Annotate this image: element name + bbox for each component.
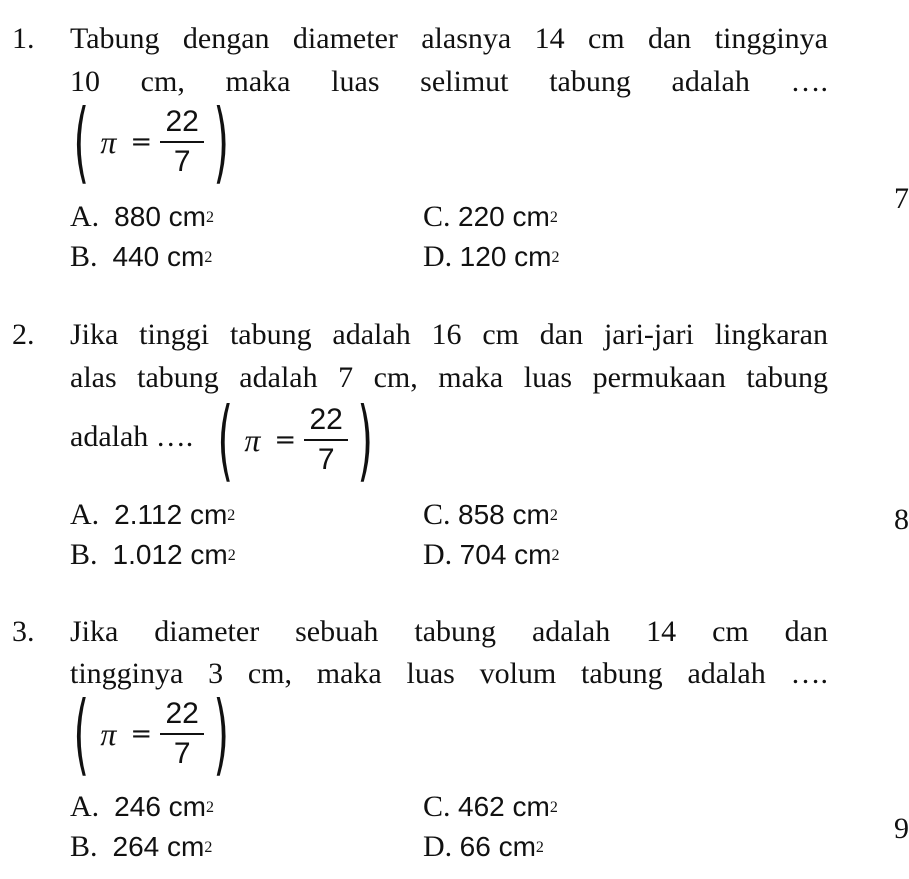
question-1-number: 1. xyxy=(12,22,35,55)
question-2-option-d: D. 704 $cm^2$ xyxy=(423,538,560,571)
question-1-option-b: B. 440 $cm^2$ xyxy=(70,240,213,273)
right-paren: ) xyxy=(213,682,230,785)
question-2-line-1: Jika tinggi tabung adalah 16 cm dan jari-jari lingkaran xyxy=(70,318,828,351)
question-3-line-1: Jika diameter sebuah tabung adalah 14 cm dan xyxy=(70,615,828,648)
left-paren: ( xyxy=(73,90,89,193)
question-3-number: 3. xyxy=(12,615,35,648)
question-3-pi-formula xyxy=(64,682,239,785)
numerator: 22 xyxy=(165,697,199,730)
question-1-option-d: D. 120 $cm^2$ xyxy=(423,240,560,273)
pi-symbol: π xyxy=(100,715,117,752)
left-paren: ( xyxy=(73,682,89,785)
edge-mark-9: 9 xyxy=(894,812,909,845)
question-2-line-3: adalah …. xyxy=(70,420,194,453)
question-3-option-d: D. 66 $cm^2$ xyxy=(423,830,544,863)
left-paren: ( xyxy=(217,388,233,491)
question-1-line-2: 10 cm, maka luas selimut tabung adalah …. xyxy=(70,65,828,98)
question-1-option-c: C. 220 $cm^2$ xyxy=(423,200,558,233)
right-paren: ) xyxy=(213,90,230,193)
fraction-bar xyxy=(160,733,204,735)
denominator: 7 xyxy=(173,145,191,178)
fraction-bar xyxy=(160,141,204,143)
question-3-option-b: B. 264 $cm^2$ xyxy=(70,830,213,863)
question-2-pi-formula xyxy=(208,388,383,491)
equals-sign: = xyxy=(130,719,153,749)
fraction-bar xyxy=(304,439,348,441)
fraction xyxy=(304,403,348,477)
question-2-line-2: alas tabung adalah 7 cm, maka luas permukaan tabung xyxy=(70,361,828,394)
question-2-number: 2. xyxy=(12,318,35,351)
pi-symbol: π xyxy=(244,421,261,458)
equals-sign: = xyxy=(130,127,153,157)
question-1-pi-formula xyxy=(64,90,239,193)
edge-mark-8: 8 xyxy=(894,503,909,536)
question-1-line-1: Tabung dengan diameter alasnya 14 cm dan tingginya xyxy=(70,22,828,55)
question-3-option-c: C. 462 $cm^2$ xyxy=(423,790,558,823)
question-3-line-2: tingginya 3 cm, maka luas volum tabung adalah …. xyxy=(70,657,828,690)
question-3-option-a: A. 246 $cm^2$ xyxy=(70,790,214,823)
question-2-option-c: C. 858 $cm^2$ xyxy=(423,498,558,531)
edge-mark-7: 7 xyxy=(894,182,909,215)
numerator: 22 xyxy=(309,403,343,436)
fraction xyxy=(160,697,204,771)
question-2-option-b: B. 1.012 $cm^2$ xyxy=(70,538,236,571)
fraction xyxy=(160,105,204,179)
denominator: 7 xyxy=(173,737,191,770)
equals-sign: = xyxy=(274,425,297,455)
right-paren: ) xyxy=(357,388,374,491)
question-1-option-a: A. 880 $cm^2$ xyxy=(70,200,214,233)
question-2-option-a: A. 2.112 $cm^2$ xyxy=(70,498,236,531)
pi-symbol: π xyxy=(100,123,117,160)
numerator: 22 xyxy=(165,105,199,138)
denominator: 7 xyxy=(317,443,335,476)
